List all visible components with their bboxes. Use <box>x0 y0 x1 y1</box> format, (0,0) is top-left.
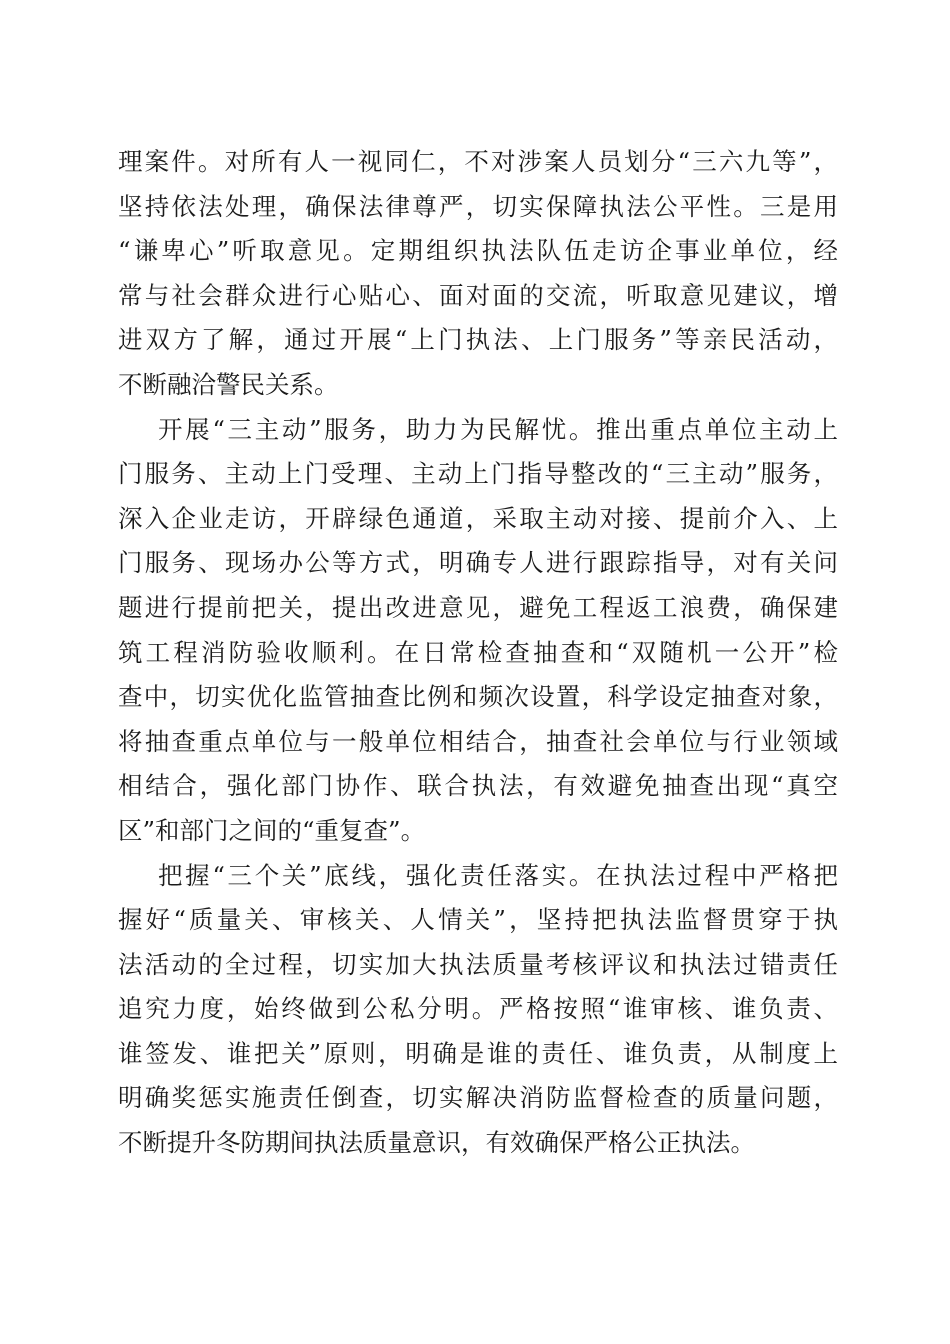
paragraph-line: 开展“三主动”服务，助力为民解忧。推出重点单位主动上 <box>158 414 838 444</box>
paragraph-line: 谁签发、谁把关”原则，明确是谁的责任、谁负责，从制度上 <box>118 1038 838 1068</box>
paragraph-line: 相结合，强化部门协作、联合执法，有效避免抽查出现“真空 <box>118 771 838 801</box>
document-body <box>118 140 838 1166</box>
paragraph-line: 进双方了解，通过开展“上门执法、上门服务”等亲民活动， <box>118 325 838 355</box>
paragraph-1 <box>118 140 838 408</box>
paragraph-line: 常与社会群众进行心贴心、面对面的交流，听取意见建议，增 <box>118 280 838 310</box>
paragraph-line: 坚持依法处理，确保法律尊严，切实保障执法公平性。三是用 <box>118 191 838 221</box>
paragraph-line: 将抽查重点单位与一般单位相结合，抽查社会单位与行业领域 <box>118 726 838 756</box>
paragraph-line: 把握“三个关”底线，强化责任落实。在执法过程中严格把 <box>158 860 838 890</box>
paragraph-line: 握好“质量关、审核关、人情关”，坚持把执法监督贯穿于执 <box>118 905 838 935</box>
paragraph-line: 查中，切实优化监管抽查比例和频次设置，科学设定抽查对象， <box>118 682 838 712</box>
paragraph-line: 追究力度，始终做到公私分明。严格按照“谁审核、谁负责、 <box>118 994 838 1024</box>
paragraph-line: “谦卑心”听取意见。定期组织执法队伍走访企事业单位，经 <box>118 236 838 266</box>
paragraph-line: 门服务、主动上门受理、主动上门指导整改的“三主动”服务， <box>118 459 838 489</box>
paragraph-3 <box>118 854 838 1166</box>
paragraph-line: 区”和部门之间的“重复查”。 <box>118 815 426 845</box>
paragraph-2 <box>118 408 838 854</box>
paragraph-line: 不断提升冬防期间执法质量意识，有效确保严格公正执法。 <box>118 1128 755 1158</box>
paragraph-line: 法活动的全过程，切实加大执法质量考核评议和执法过错责任 <box>118 949 838 979</box>
paragraph-line: 明确奖惩实施责任倒查，切实解决消防监督检查的质量问题， <box>118 1083 838 1113</box>
paragraph-line: 深入企业走访，开辟绿色通道，采取主动对接、提前介入、上 <box>118 503 838 533</box>
paragraph-line: 门服务、现场办公等方式，明确专人进行跟踪指导，对有关问 <box>118 548 838 578</box>
paragraph-line: 题进行提前把关，提出改进意见，避免工程返工浪费，确保建 <box>118 592 838 622</box>
paragraph-line: 不断融洽警民关系。 <box>118 369 339 399</box>
paragraph-line: 筑工程消防验收顺利。在日常检查抽查和“双随机一公开”检 <box>118 637 838 667</box>
paragraph-line: 理案件。对所有人一视同仁，不对涉案人员划分“三六九等”， <box>118 147 838 176</box>
